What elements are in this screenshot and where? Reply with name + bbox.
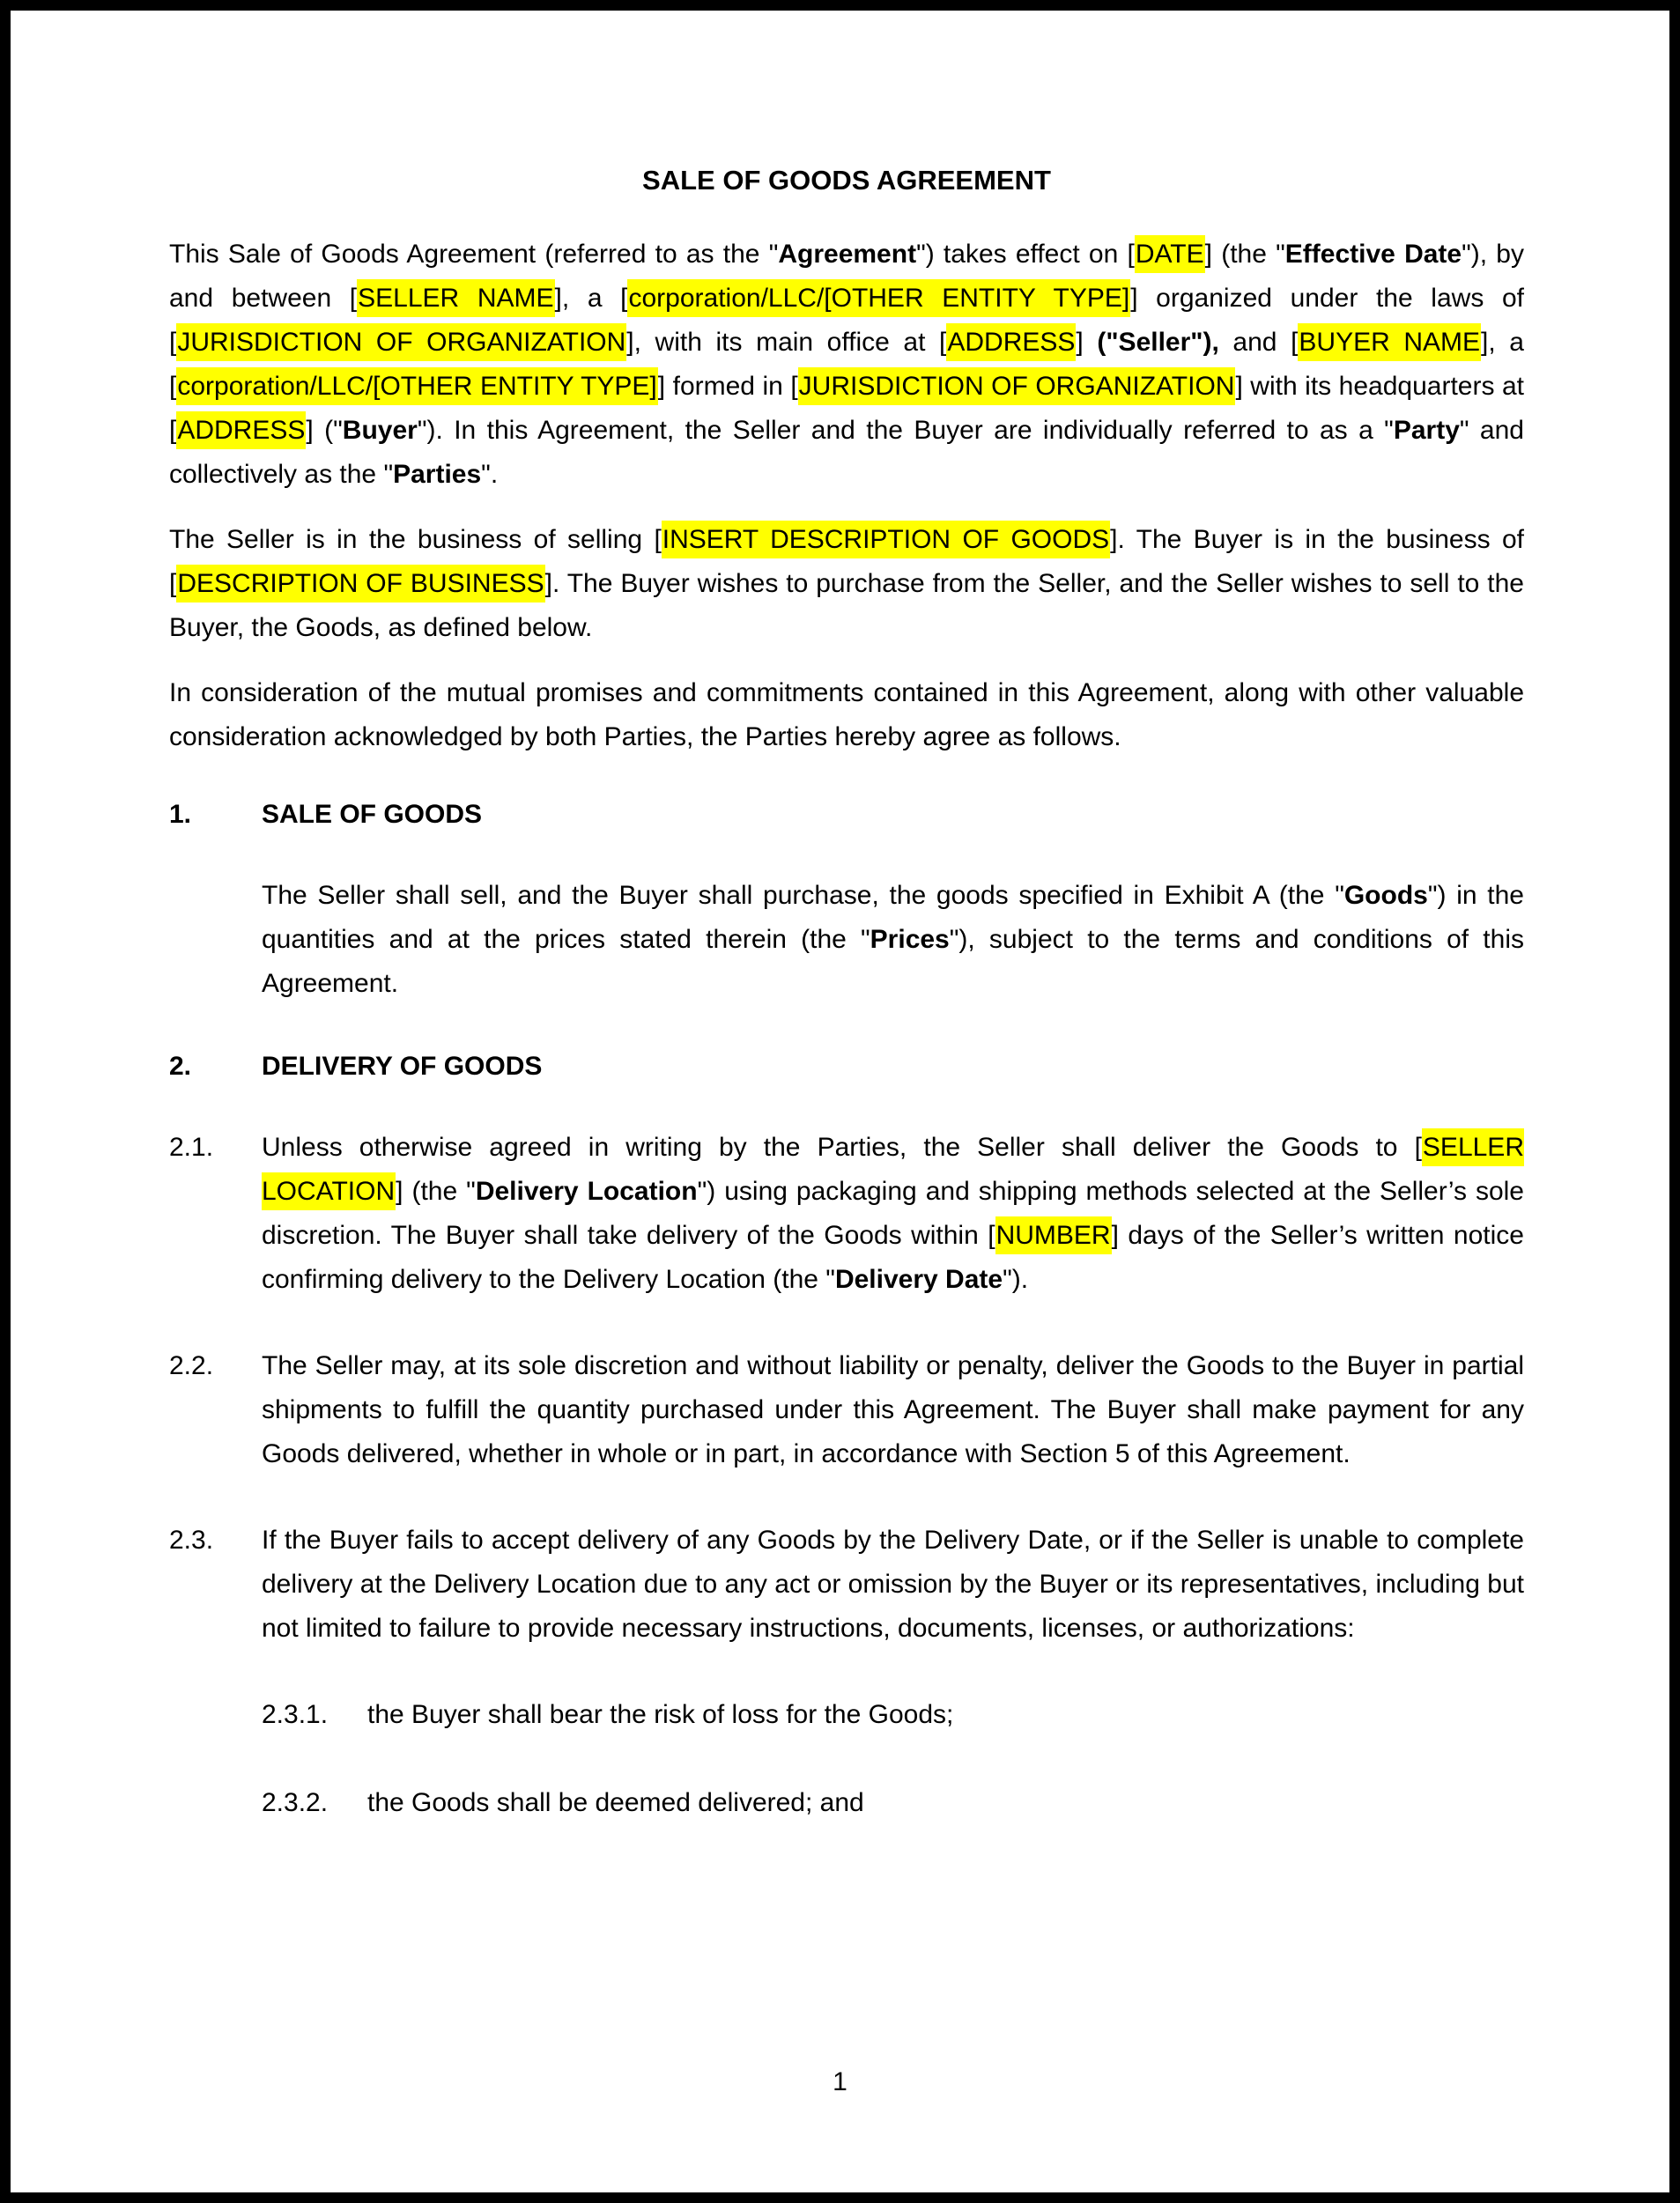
subsection-2-3-body: If the Buyer fails to accept delivery of any Goods by the Delivery Date, or if the Seller is unable to complete delivery at the Delivery Location due to any act or omission by the Buyer or its representatives, including but not limited to failure to provide necessary instructions, documents, licenses, or authorizations: (262, 1526, 1524, 1643)
placeholder-highlight: corporation/LLC/[OTHER ENTITY TYPE] (176, 367, 657, 405)
placeholder-highlight: NUMBER (995, 1216, 1112, 1254)
defined-term: Agreement (778, 240, 917, 269)
subsection-2-2-number: 2.2. (169, 1351, 214, 1380)
placeholder-highlight: ADDRESS (176, 411, 306, 449)
defined-term: Parties (393, 460, 482, 489)
document-title: SALE OF GOODS AGREEMENT (642, 165, 1051, 196)
placeholder-highlight: DESCRIPTION OF BUSINESS (176, 565, 544, 602)
placeholder-highlight: SELLER NAME (357, 279, 554, 317)
placeholder-highlight: DATE (1135, 235, 1205, 273)
placeholder-highlight: ADDRESS (946, 323, 1076, 361)
page-number: 1 (833, 2067, 847, 2096)
section-2-number: 2. (169, 1052, 192, 1081)
section-1-number: 1. (169, 800, 192, 829)
subsection-2-2-body: The Seller may, at its sole discretion and without liability or penalty, deliver the Goods to the Buyer in partial shipments to fulfill the quantity purchased under this Agreement. The Buyer shall make payment for any Goods delivered, whether in whole or in part, in accordance with Section 5 of this Agreement. (262, 1351, 1524, 1468)
placeholder-highlight: JURISDICTION OF ORGANIZATION (176, 323, 626, 361)
clause-2-3-1-number: 2.3.1. (262, 1700, 329, 1729)
defined-term: Delivery Date (834, 1265, 1003, 1294)
section-1-title: SALE OF GOODS (262, 800, 483, 829)
defined-term: Buyer (342, 416, 418, 445)
intro-paragraph-1: This Sale of Goods Agreement (referred to as the "Agreement") takes effect on [DATE] (the "Effective Date"), by and between [SELLER NAME], a [corporation/LLC/[OTHER ENTITY TYPE]] organized under the laws of [JURISDICTION OF ORGANIZATION], with its main office at [ADDRESS] ("Seller"), and [BUYER NAME], a [corporation/LLC/[OTHER ENTITY TYPE]] formed in [JURISDICTION OF ORGANIZATION] with its headquarters at [ADDRESS] ("Buyer"). In this Agreement, the Seller and the Buyer are individually referred to as a "Party" and collectively as the "Parties". (169, 233, 1524, 497)
subsection-2-1-number: 2.1. (169, 1133, 214, 1162)
placeholder-highlight: BUYER NAME (1298, 323, 1481, 361)
section-1-heading (169, 793, 1524, 837)
intro-paragraph-3: In consideration of the mutual promises and commitments contained in this Agreement, along with other valuable consideration acknowledged by both Parties, the Parties hereby agree as follows. (169, 678, 1524, 751)
clause-2-3-2 (262, 1781, 1524, 1825)
section-2-title: DELIVERY OF GOODS (262, 1052, 543, 1081)
clause-2-3-2-number: 2.3.2. (262, 1788, 329, 1817)
defined-term: ("Seller"), (1097, 328, 1219, 357)
clause-2-3-1 (262, 1693, 1524, 1737)
subsection-2-3-number: 2.3. (169, 1526, 214, 1555)
defined-term: Prices (870, 925, 950, 954)
clause-2-3-1-body: the Buyer shall bear the risk of loss for the Goods; (367, 1700, 954, 1729)
defined-term: Effective Date (1284, 240, 1462, 269)
placeholder-highlight: corporation/LLC/[OTHER ENTITY TYPE] (627, 279, 1130, 317)
placeholder-highlight: JURISDICTION OF ORGANIZATION (798, 367, 1236, 405)
subsection-2-1-body: Unless otherwise agreed in writing by the Parties, the Seller shall deliver the Goods to [SELLER LOCATION] (the "Delivery Location") using packaging and shipping methods selected at the Seller’s sole discretion. The Buyer shall take delivery of the Goods within [NUMBER] days of the Seller’s written notice confirming delivery to the Delivery Location (the "Delivery Date"). (262, 1126, 1524, 1302)
clause-2-3-2-body: the Goods shall be deemed delivered; and (367, 1788, 864, 1817)
subsection-2-2 (169, 1344, 1524, 1476)
defined-term: Delivery Location (475, 1177, 698, 1206)
placeholder-highlight: INSERT DESCRIPTION OF GOODS (662, 521, 1110, 558)
subsection-2-3 (169, 1519, 1524, 1651)
section-1-body: The Seller shall sell, and the Buyer shall purchase, the goods specified in Exhibit A (the "Goods") in the quantities and at the prices stated therein (the "Prices"), subject to the terms and conditions of this Agreement. (262, 881, 1524, 998)
placeholder-highlight: SELLER LOCATION (262, 1128, 1524, 1210)
defined-term: Party (1393, 416, 1460, 445)
subsection-2-1 (169, 1126, 1524, 1302)
intro-paragraph-2: The Seller is in the business of selling [INSERT DESCRIPTION OF GOODS]. The Buyer is in the business of [DESCRIPTION OF BUSINESS]. The Buyer wishes to purchase from the Seller, and the Seller wishes to sell to the Buyer, the Goods, as defined below. (169, 518, 1524, 650)
section-2-heading (169, 1045, 1524, 1089)
defined-term: Goods (1343, 881, 1428, 910)
